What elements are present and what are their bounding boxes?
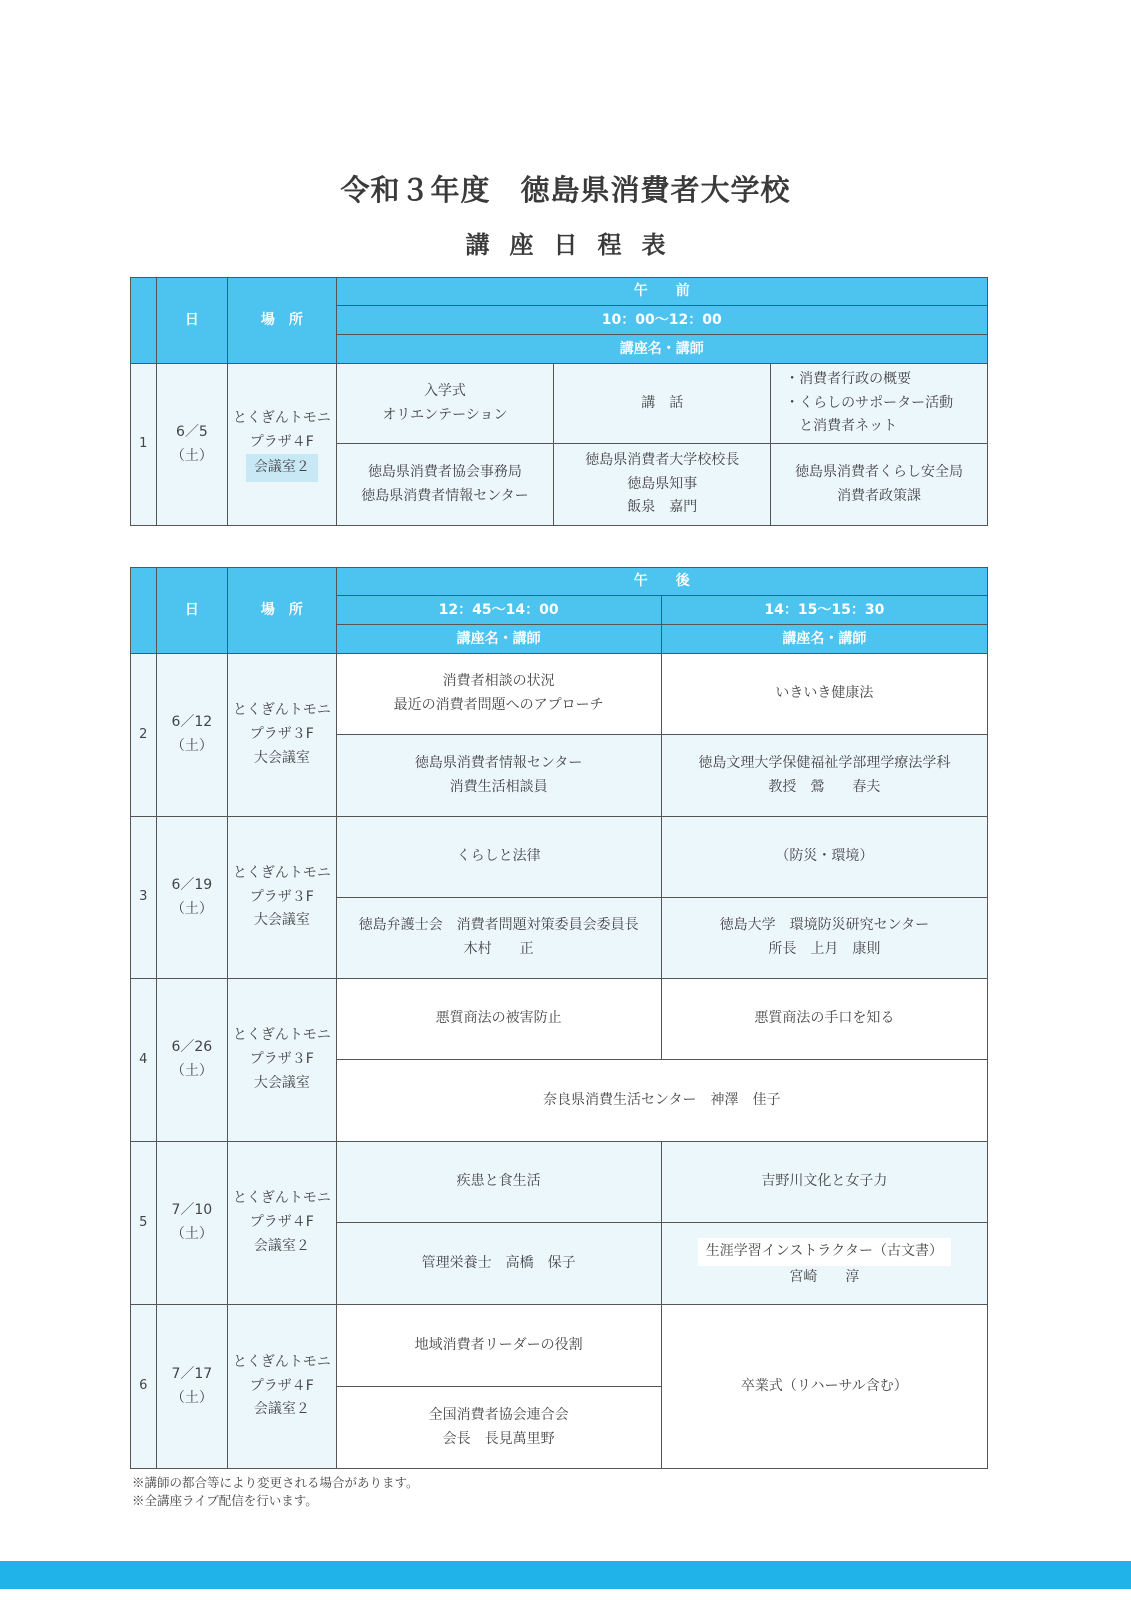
afternoon-schedule-table (130, 567, 988, 1469)
lecturer-cell (336, 1223, 661, 1305)
lecturer-text: 会長 長見萬里野 (442, 1430, 555, 1447)
course-title-cell (336, 364, 554, 444)
lecturer-cell (661, 735, 987, 817)
shared-lecturer-cell (336, 1060, 987, 1142)
place-line1: とくぎんトモニ (232, 409, 331, 426)
course-title-cell (336, 1142, 661, 1223)
lecturer-text: 所長 上月 康則 (768, 941, 881, 957)
place-line1: とくぎんトモニ (232, 864, 331, 881)
row-number: 3 (131, 817, 157, 979)
footer-bar (0, 1561, 1131, 1589)
day-text: （土） (170, 1226, 213, 1242)
lecturer-cell (336, 444, 554, 526)
course-title: （防災・環境） (775, 848, 874, 865)
date-cell (156, 364, 228, 526)
course-title: 入学式 (423, 382, 466, 399)
header-corner (131, 568, 157, 654)
date-cell (156, 817, 228, 979)
place-line1: とくぎんトモニ (232, 1027, 331, 1044)
lecturer-text: 消費生活相談員 (449, 778, 548, 795)
course-title: オリエンテーション (382, 406, 508, 423)
lecturer-cell (336, 898, 661, 979)
course-title: 悪質商法の被害防止 (435, 1010, 562, 1027)
page-subtitle: 講座日程表 (465, 231, 686, 259)
header-date: 日 (156, 568, 228, 654)
place-line1: とくぎんトモニ (232, 1353, 331, 1370)
lecturer-text: 消費者政策課 (837, 487, 922, 504)
morning-schedule-table (130, 277, 988, 526)
course-title-cell (661, 817, 987, 898)
date-text: 6／12 (171, 714, 213, 731)
day-text: （土） (170, 738, 213, 754)
lecturer-cell (771, 444, 988, 526)
course-title-cell (336, 979, 661, 1060)
lecturer-text: 生涯学習インストラクター（古文書） (698, 1238, 951, 1266)
place-line2: プラザ４F (249, 1214, 314, 1231)
lecturer-cell (554, 444, 771, 526)
lecturer-text: 徳島文理大学保健福祉学部理学療法学科 (698, 754, 951, 771)
course-title: ・くらしのサポーター活動 (785, 394, 954, 411)
header-course-lecturer: 講座名・講師 (661, 625, 987, 654)
day-text: （土） (170, 1063, 213, 1079)
lecturer-text: 徳島弁護士会 消費者問題対策委員会委員長 (358, 917, 639, 934)
footnote: ※講師の都合等により変更される場合があります。 (132, 1475, 419, 1490)
lecturer-text: 管理栄養士 高橋 保子 (421, 1254, 576, 1271)
date-cell (156, 1305, 228, 1469)
course-title-cell (661, 654, 987, 735)
course-title-cell (336, 817, 661, 898)
lecturer-cell (661, 1223, 987, 1305)
date-cell (156, 1142, 228, 1305)
merged-event-cell (661, 1305, 987, 1469)
date-text: 6／5 (175, 423, 208, 440)
place-line3: 大会議室 (253, 749, 310, 766)
course-title-cell (336, 1305, 661, 1387)
lecturer-text: 飯泉 嘉門 (627, 499, 698, 516)
row-number: 5 (131, 1142, 157, 1305)
course-title-cell (661, 1142, 987, 1223)
course-title: いきいき健康法 (775, 685, 874, 702)
page-title: 令和３年度 徳島県消費者大学校 (340, 173, 791, 207)
lecturer-text: 徳島県消費者大学校校長 (585, 451, 740, 468)
place-line1: とくぎんトモニ (232, 702, 331, 719)
lecturer-cell (661, 898, 987, 979)
course-title-cell (771, 364, 988, 444)
place-line3: 会議室２ (253, 1237, 310, 1254)
lecturer-text: 宮崎 淳 (789, 1268, 860, 1285)
course-title: と消費者ネット (785, 418, 898, 435)
lecturer-text: 徳島大学 環境防災研究センター (719, 917, 930, 934)
course-title-cell (336, 654, 661, 735)
header-place: 場 所 (228, 568, 336, 654)
lecturer-text: 徳島県消費者情報センター (361, 487, 529, 504)
footnotes (132, 1474, 419, 1510)
course-title: ・消費者行政の概要 (785, 370, 912, 387)
place-line3: 会議室２ (253, 1401, 310, 1418)
place-line3: 大会議室 (253, 1074, 310, 1091)
date-text: 6／19 (171, 876, 213, 893)
lecturer-text: 徳島県消費者情報センター (414, 754, 583, 771)
course-title: 悪質商法の手口を知る (754, 1010, 895, 1027)
place-line2: プラザ３F (249, 888, 314, 905)
header-course-lecturer: 講座名・講師 (336, 335, 987, 364)
place-line2: プラザ４F (249, 433, 314, 450)
date-text: 7／17 (171, 1365, 213, 1382)
place-line1: とくぎんトモニ (232, 1190, 331, 1207)
day-text: （土） (170, 1389, 213, 1406)
place-line3: 大会議室 (253, 912, 310, 929)
place-line2: プラザ３F (249, 1051, 314, 1068)
header-course-lecturer: 講座名・講師 (336, 625, 661, 654)
place-cell (228, 817, 336, 979)
header-morning: 午 前 (336, 278, 987, 306)
place-cell (228, 364, 336, 526)
row-number: 6 (131, 1305, 157, 1469)
day-text: （土） (170, 447, 213, 464)
lecturer-text: 徳島県知事 (627, 475, 698, 492)
place-line3: 会議室２ (246, 454, 318, 482)
course-title: 最近の消費者問題へのアプローチ (393, 697, 604, 713)
lecturer-cell (336, 1387, 661, 1469)
course-title: 疾患と食生活 (456, 1173, 541, 1190)
date-cell (156, 654, 228, 817)
course-title: くらしと法律 (456, 848, 541, 865)
course-title: 吉野川文化と女子力 (761, 1173, 888, 1190)
lecturer-text: 全国消費者協会連合会 (428, 1406, 569, 1423)
course-title: 地域消費者リーダーの役割 (414, 1336, 583, 1353)
event-text: 卒業式（リハーサル含む） (740, 1377, 908, 1394)
header-afternoon-time2: 14：15〜15：30 (661, 596, 987, 625)
lecturer-text: 教授 鶯 春夫 (768, 778, 881, 795)
course-title: 講 話 (641, 394, 684, 411)
course-title-cell (661, 979, 987, 1060)
place-cell (228, 979, 336, 1142)
header-date: 日 (156, 278, 228, 364)
course-title: 消費者相談の状況 (442, 673, 555, 690)
header-morning-time: 10：00〜12：00 (336, 306, 987, 335)
course-title-cell (554, 364, 771, 444)
row-number: 2 (131, 654, 157, 817)
date-text: 7／10 (171, 1202, 213, 1219)
header-afternoon: 午 後 (336, 568, 987, 596)
header-afternoon-time1: 12：45〜14：00 (336, 596, 661, 625)
date-text: 6／26 (171, 1039, 213, 1056)
lecturer-text: 奈良県消費生活センター 神澤 佳子 (543, 1091, 781, 1108)
place-line2: プラザ４F (249, 1377, 314, 1394)
lecturer-cell (336, 735, 661, 817)
place-cell (228, 1142, 336, 1305)
lecturer-text: 徳島県消費者くらし安全局 (795, 463, 964, 480)
header-place: 場 所 (228, 278, 336, 364)
place-cell (228, 654, 336, 817)
place-cell (228, 1305, 336, 1469)
row-number: 1 (131, 364, 157, 526)
lecturer-text: 木村 正 (463, 941, 534, 957)
row-number: 4 (131, 979, 157, 1142)
place-line2: プラザ３F (249, 726, 314, 743)
day-text: （土） (170, 900, 213, 917)
header-corner (131, 278, 157, 364)
date-cell (156, 979, 228, 1142)
lecturer-text: 徳島県消費者協会事務局 (367, 463, 522, 480)
footnote: ※全講座ライブ配信を行います。 (132, 1493, 318, 1509)
